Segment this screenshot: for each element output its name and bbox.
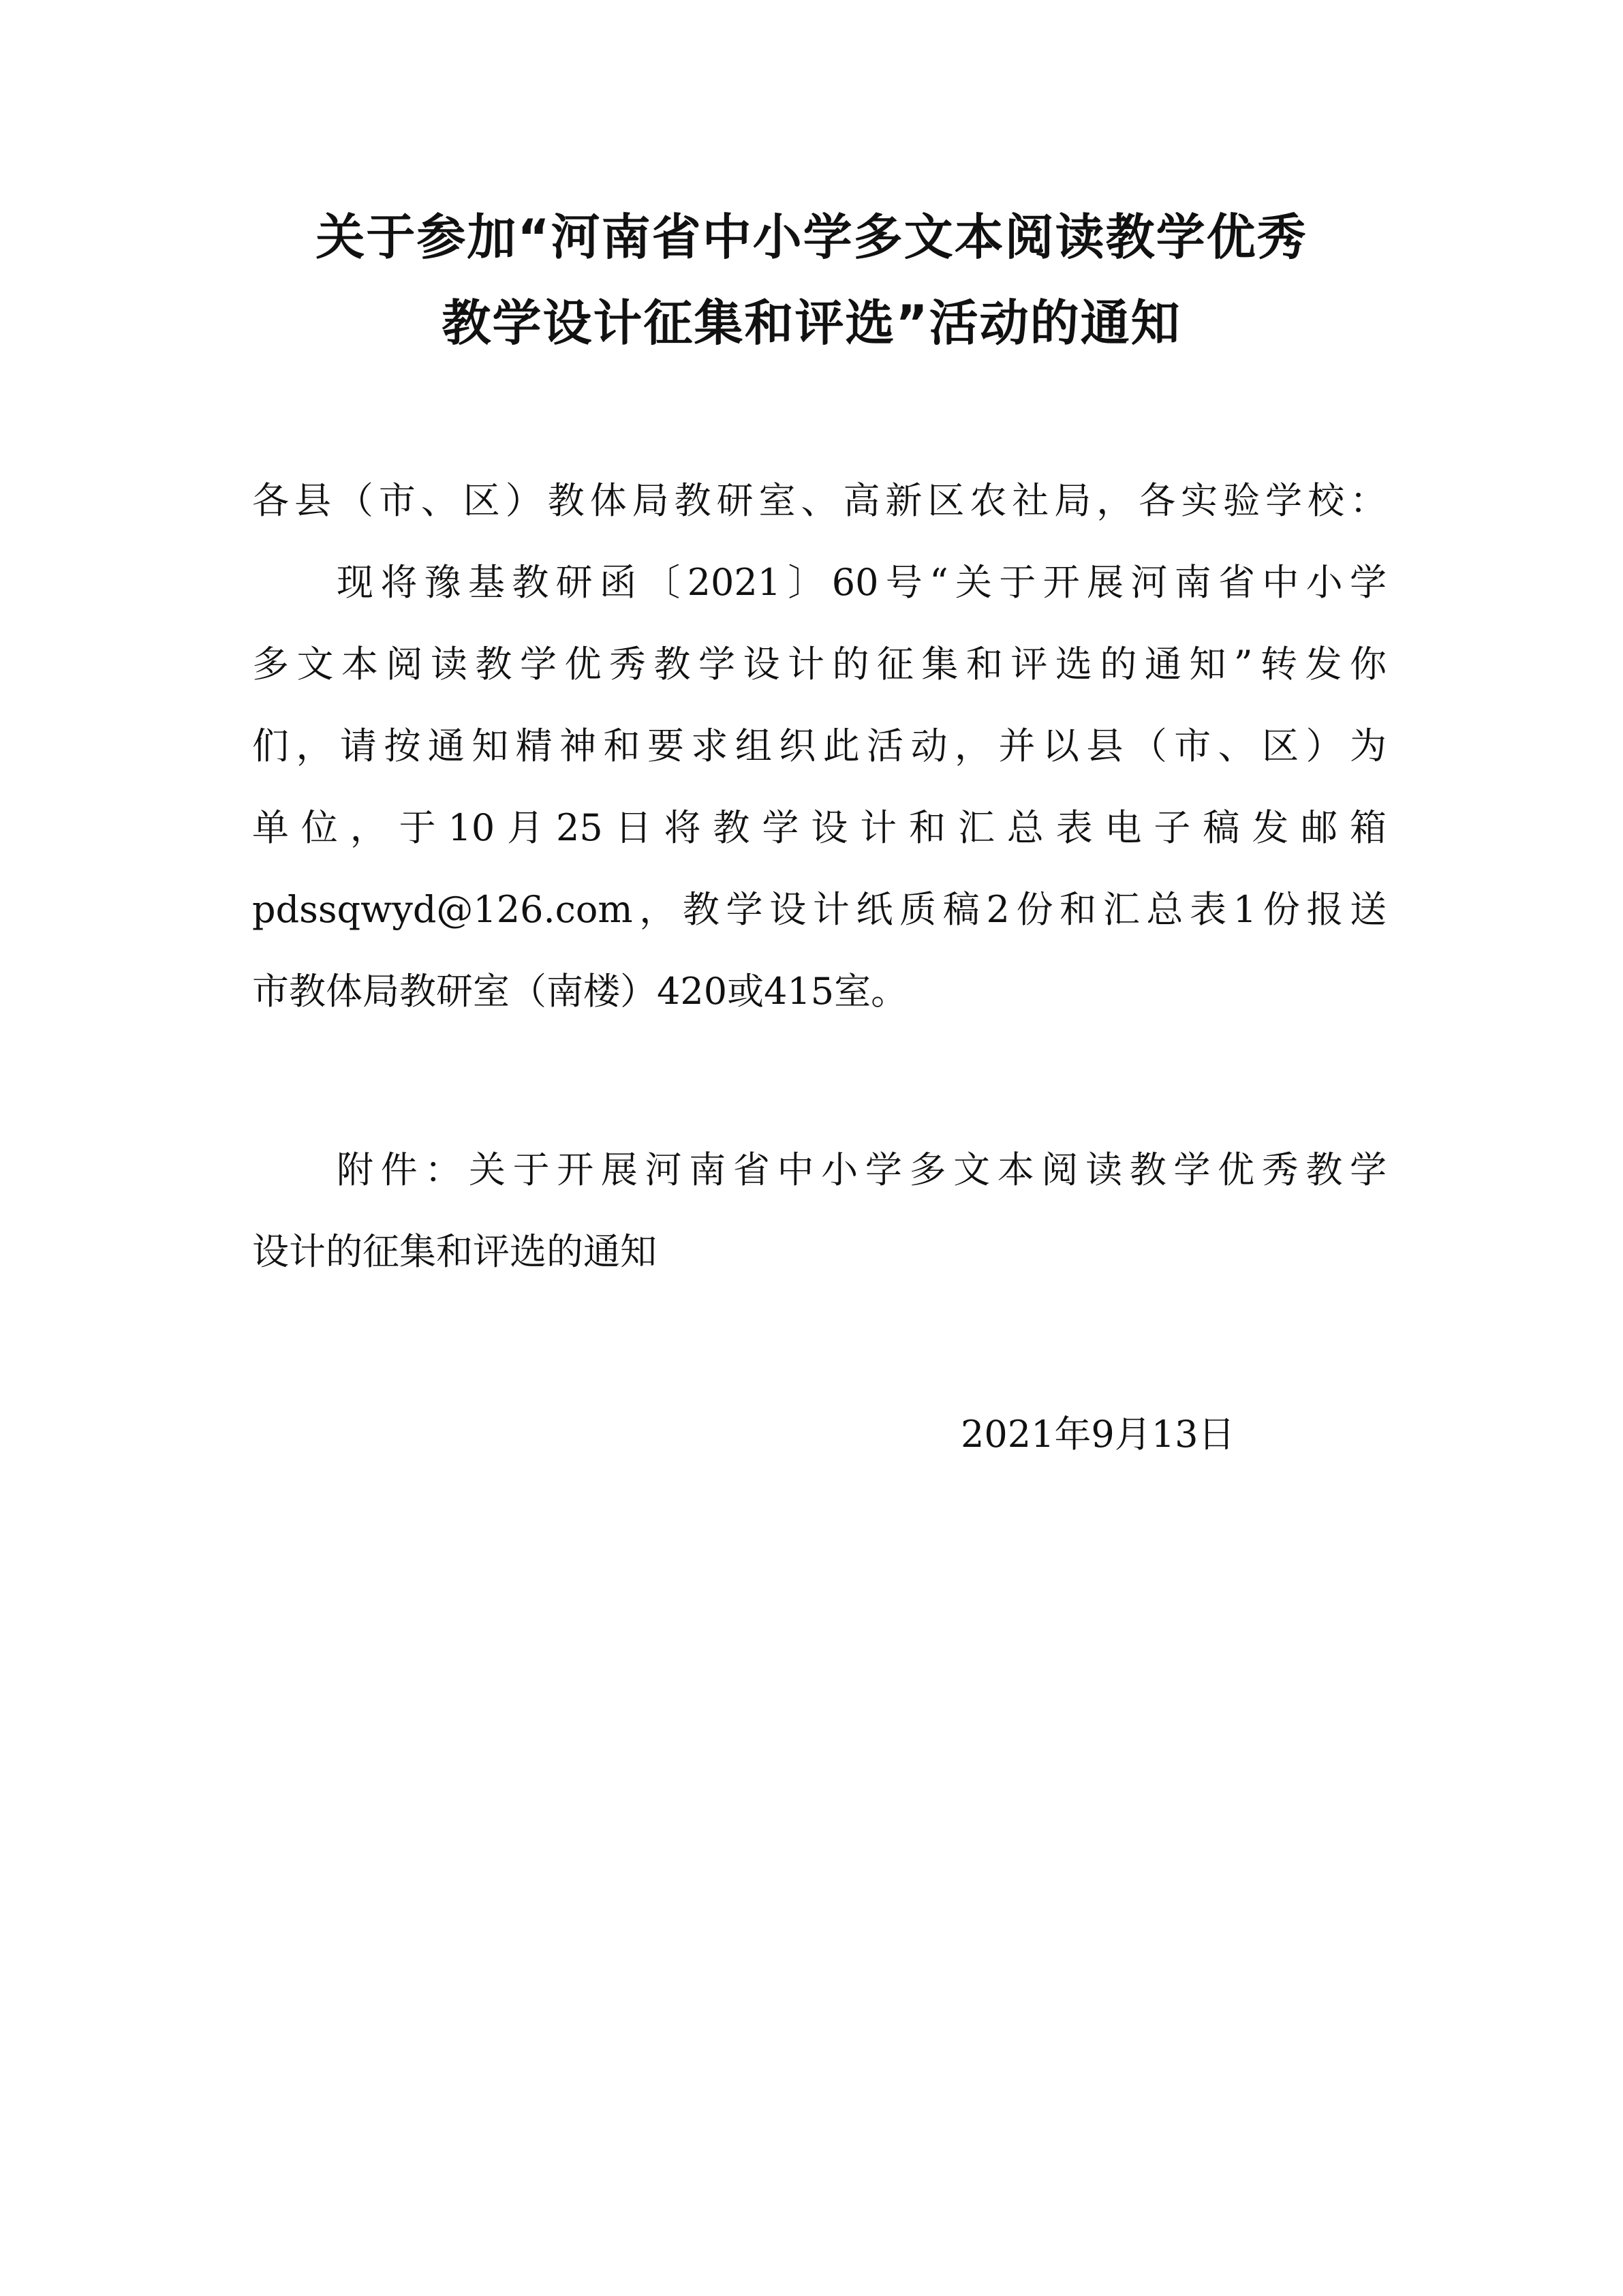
- body-line-4: 单位，于10月25日将教学设计和汇总表电子稿发邮箱: [252, 806, 1387, 849]
- body-line-6: 市教体局教研室（南楼）420或415室。: [252, 970, 908, 1013]
- document-date: 2021年9月13日: [961, 1413, 1235, 1456]
- body-line-1: 现将豫基教研函〔2021〕60号“关于开展河南省中小学: [337, 561, 1387, 604]
- salutation: 各县（市、区）教体局教研室、高新区农社局，各实验学校：: [252, 479, 1387, 522]
- body-line-5: pdssqwyd@126.com，教学设计纸质稿2份和汇总表1份报送: [252, 888, 1387, 931]
- document-title-line-1: 关于参加“河南省中小学多文本阅读教学优秀: [315, 209, 1308, 266]
- document-title-line-2: 教学设计征集和评选”活动的通知: [442, 294, 1181, 352]
- body-line-3: 们，请按通知精神和要求组织此活动，并以县（市、区）为: [252, 724, 1387, 767]
- attachment-line-1: 附件：关于开展河南省中小学多文本阅读教学优秀教学: [337, 1148, 1387, 1191]
- attachment-line-2: 设计的征集和评选的通知: [252, 1230, 657, 1273]
- body-line-2: 多文本阅读教学优秀教学设计的征集和评选的通知”转发你: [252, 643, 1387, 686]
